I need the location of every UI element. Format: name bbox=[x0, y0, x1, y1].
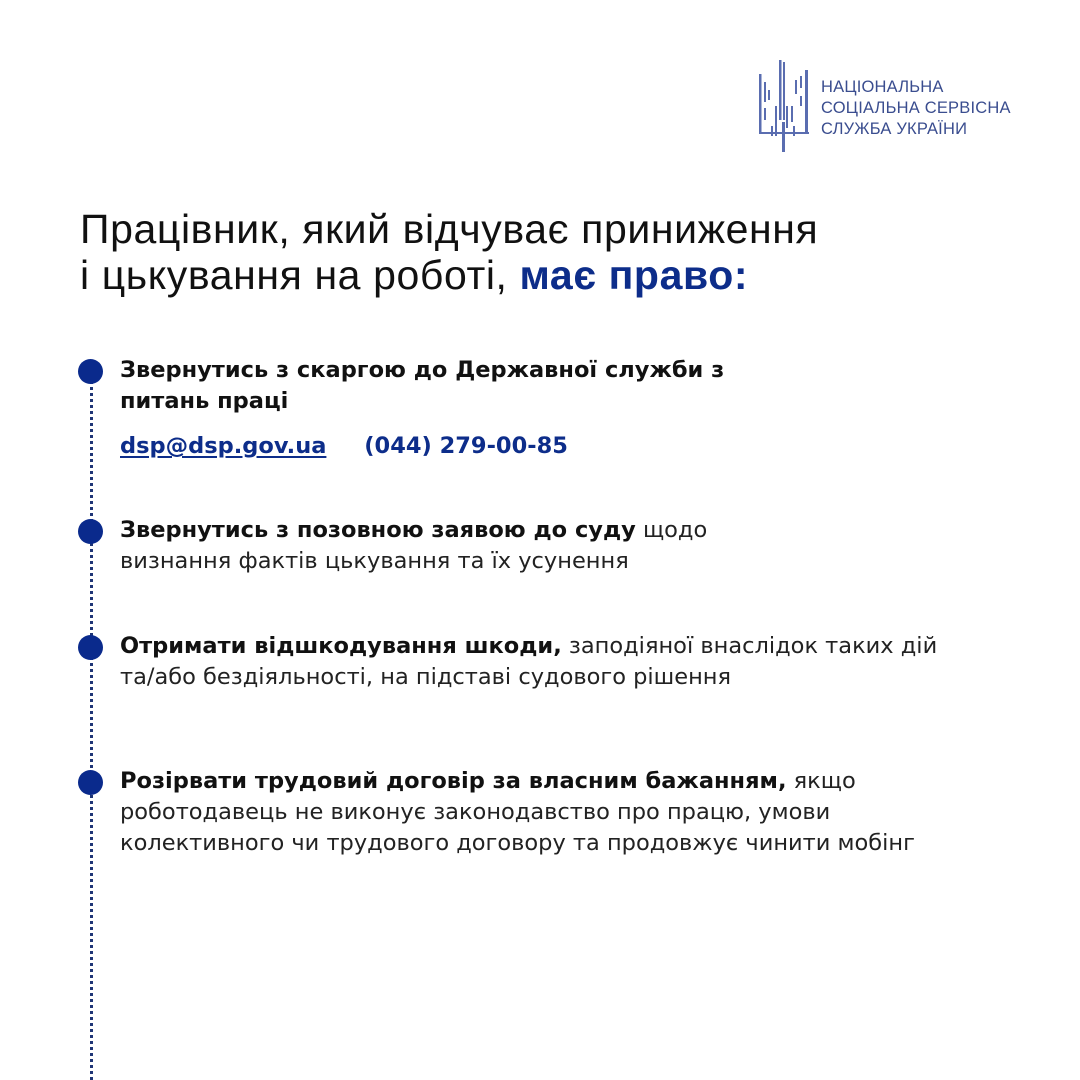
bullet-dot-icon bbox=[78, 770, 103, 795]
logo-text bbox=[821, 77, 1011, 140]
nssu-logo bbox=[757, 60, 1037, 155]
bullet-dot-icon bbox=[78, 519, 103, 544]
page-title bbox=[80, 206, 1040, 298]
title-line-2-regular: і цькування на роботі, bbox=[80, 252, 520, 298]
logo-line-3: СЛУЖБА УКРАЇНИ bbox=[821, 120, 968, 138]
logo-line-1: НАЦІОНАЛЬНА bbox=[821, 78, 944, 96]
title-line-1: Працівник, який відчуває приниження bbox=[80, 206, 819, 252]
bullet-dot-icon bbox=[78, 635, 103, 660]
right-item-3-text: заподіяної внаслідок таких дій та/або бездіяльності, на підставі судового рішення bbox=[120, 633, 938, 690]
phone-number: (044) 279-00-85 bbox=[364, 433, 568, 459]
bullet-dot-icon bbox=[78, 359, 103, 384]
right-item-3 bbox=[120, 631, 970, 693]
contact-row bbox=[120, 431, 800, 462]
right-item-4-bold: Розірвати трудовий договір за власним бажанням, bbox=[120, 768, 787, 794]
timeline-dotted-line bbox=[90, 370, 93, 1080]
title-accent: має право: bbox=[519, 252, 749, 298]
right-item-2-bold: Звернутись з позовною заявою до суду bbox=[120, 517, 636, 543]
right-item-1-bold: Звернутись з скаргою до Державної служби з питань праці bbox=[120, 357, 725, 414]
right-item-4 bbox=[120, 766, 950, 859]
right-item-2-text: щодо визнання фактів цькування та їх усунення bbox=[120, 517, 708, 574]
nssu-trident-bars-icon bbox=[757, 60, 817, 152]
right-item-2 bbox=[120, 515, 770, 577]
right-item-3-bold: Отримати відшкодування шкоди, bbox=[120, 633, 562, 659]
title-line-2 bbox=[80, 252, 1040, 298]
right-item-4-text: якщо роботодавець не виконує законодавство про працю, умови колективного чи трудового договору та продовжує чинити мобінг bbox=[120, 768, 915, 856]
right-item-1 bbox=[120, 355, 800, 462]
logo-line-2: СОЦІАЛЬНА СЕРВІСНА bbox=[821, 99, 1011, 117]
email-link[interactable]: dsp@dsp.gov.ua bbox=[120, 433, 327, 459]
